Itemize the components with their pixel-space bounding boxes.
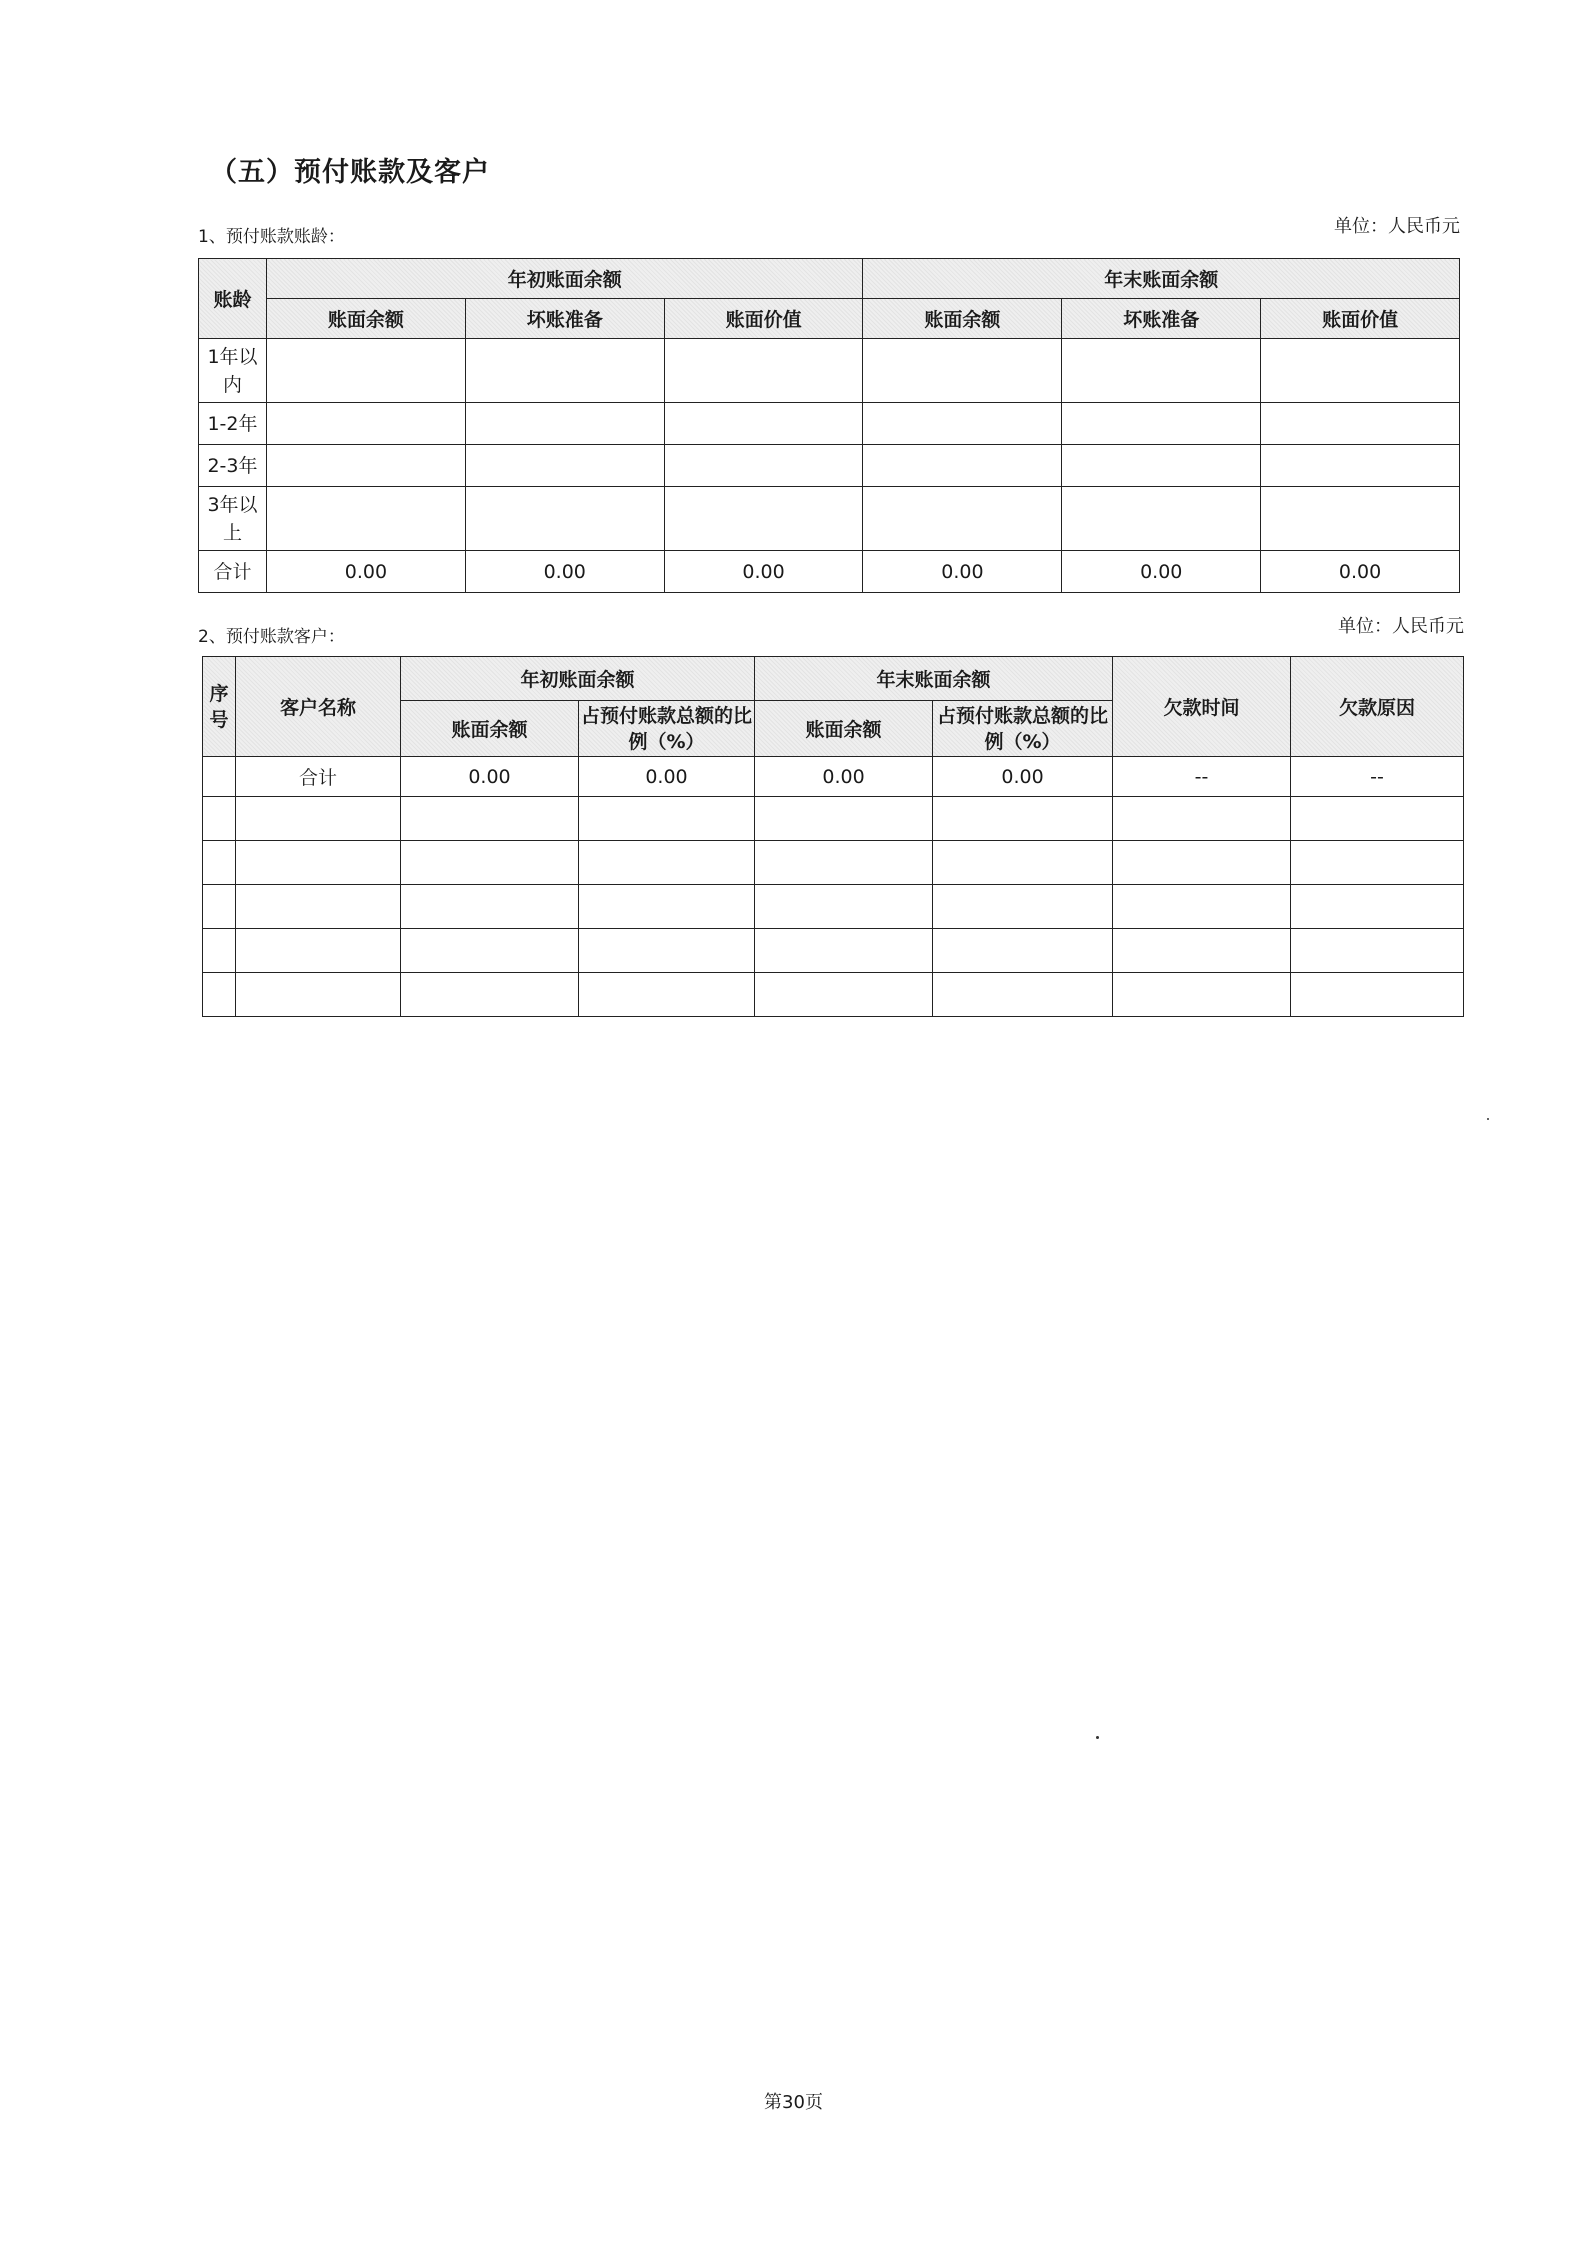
aging-cell xyxy=(267,445,466,487)
customers-cell xyxy=(579,797,755,841)
aging-subheader: 账面价值 xyxy=(1261,299,1460,339)
customers-cell xyxy=(236,885,401,929)
customers-empty-row xyxy=(203,885,1464,929)
owe-time-header: 欠款时间 xyxy=(1113,657,1291,757)
aging-cell xyxy=(863,445,1062,487)
customers-cell: 0.00 xyxy=(401,757,579,797)
customers-cell xyxy=(1291,797,1464,841)
scan-speck xyxy=(1487,1118,1489,1120)
begin-balance-header: 账面余额 xyxy=(401,701,579,757)
customers-cell xyxy=(1113,841,1291,885)
customers-cell xyxy=(1113,973,1291,1017)
customers-cell xyxy=(236,929,401,973)
customers-cell xyxy=(1291,929,1464,973)
aging-table xyxy=(198,258,1460,593)
customers-cell xyxy=(203,885,236,929)
customers-cell xyxy=(1291,973,1464,1017)
customers-cell xyxy=(755,885,933,929)
customers-cell xyxy=(1113,885,1291,929)
customers-cell: 0.00 xyxy=(579,757,755,797)
customers-empty-row xyxy=(203,841,1464,885)
aging-group-begin: 年初账面余额 xyxy=(267,259,863,299)
aging-cell xyxy=(465,403,664,445)
customers-cell xyxy=(401,841,579,885)
customers-empty-row xyxy=(203,973,1464,1017)
scan-speck xyxy=(1096,1736,1099,1739)
customers-cell xyxy=(1291,841,1464,885)
customers-cell xyxy=(1113,797,1291,841)
begin-group-header: 年初账面余额 xyxy=(401,657,755,701)
customers-cell xyxy=(579,973,755,1017)
owe-reason-header: 欠款原因 xyxy=(1291,657,1464,757)
aging-cell xyxy=(863,487,1062,551)
customers-cell xyxy=(755,929,933,973)
aging-row xyxy=(199,403,1460,445)
aging-cell xyxy=(1261,339,1460,403)
aging-subheader: 坏账准备 xyxy=(465,299,664,339)
customers-cell xyxy=(1291,885,1464,929)
end-balance-header: 账面余额 xyxy=(755,701,933,757)
aging-cell xyxy=(863,403,1062,445)
aging-row-label: 1年以内 xyxy=(199,339,267,403)
aging-cell xyxy=(664,339,863,403)
customers-total-row xyxy=(203,757,1464,797)
aging-row xyxy=(199,551,1460,593)
customers-cell xyxy=(203,841,236,885)
customers-cell: 合计 xyxy=(236,757,401,797)
aging-cell xyxy=(465,487,664,551)
aging-subheader: 坏账准备 xyxy=(1062,299,1261,339)
customers-cell xyxy=(579,885,755,929)
aging-row-label: 3年以上 xyxy=(199,487,267,551)
customers-cell: 0.00 xyxy=(755,757,933,797)
customers-table xyxy=(202,656,1464,1017)
aging-cell xyxy=(1062,487,1261,551)
customers-cell xyxy=(401,973,579,1017)
aging-cell xyxy=(664,445,863,487)
aging-cell xyxy=(863,339,1062,403)
aging-cell xyxy=(465,445,664,487)
aging-row xyxy=(199,445,1460,487)
begin-ratio-header: 占预付账款总额的比例（%） xyxy=(579,701,755,757)
customers-subtitle: 2、预付账款客户： xyxy=(198,627,345,647)
customers-cell xyxy=(933,973,1113,1017)
aging-row xyxy=(199,339,1460,403)
aging-cell: 0.00 xyxy=(1062,551,1261,593)
customers-cell xyxy=(401,885,579,929)
aging-row-label: 1-2年 xyxy=(199,403,267,445)
aging-cell xyxy=(1261,403,1460,445)
customer-name-header: 客户名称 xyxy=(236,657,401,757)
end-group-header: 年末账面余额 xyxy=(755,657,1113,701)
aging-cell xyxy=(267,403,466,445)
aging-row-label: 合计 xyxy=(199,551,267,593)
aging-cell xyxy=(1261,487,1460,551)
page-number: 第30页 xyxy=(764,2092,823,2113)
customers-cell xyxy=(755,797,933,841)
customers-cell xyxy=(401,797,579,841)
aging-cell xyxy=(267,339,466,403)
aging-cell xyxy=(1261,445,1460,487)
aging-subheader: 账面价值 xyxy=(664,299,863,339)
aging-cell: 0.00 xyxy=(664,551,863,593)
aging-row-header: 账龄 xyxy=(199,259,267,339)
aging-cell: 0.00 xyxy=(465,551,664,593)
aging-row-label: 2-3年 xyxy=(199,445,267,487)
aging-cell: 0.00 xyxy=(863,551,1062,593)
aging-cell xyxy=(1062,403,1261,445)
aging-subheader: 账面余额 xyxy=(267,299,466,339)
aging-cell xyxy=(664,403,863,445)
aging-cell xyxy=(664,487,863,551)
customers-cell xyxy=(203,973,236,1017)
aging-cell xyxy=(465,339,664,403)
customers-unit: 单位：人民币元 xyxy=(1338,616,1464,637)
customers-cell xyxy=(933,885,1113,929)
customers-cell xyxy=(579,929,755,973)
customers-empty-row xyxy=(203,797,1464,841)
customers-cell xyxy=(933,929,1113,973)
aging-unit: 单位：人民币元 xyxy=(1334,216,1460,237)
end-ratio-header: 占预付账款总额的比例（%） xyxy=(933,701,1113,757)
customers-cell xyxy=(933,797,1113,841)
aging-cell: 0.00 xyxy=(267,551,466,593)
customers-cell xyxy=(203,757,236,797)
customers-cell xyxy=(755,841,933,885)
aging-subtitle: 1、预付账款账龄： xyxy=(198,227,345,247)
aging-cell xyxy=(1062,445,1261,487)
aging-cell: 0.00 xyxy=(1261,551,1460,593)
aging-row xyxy=(199,487,1460,551)
customers-cell: -- xyxy=(1291,757,1464,797)
section-title: （五）预付账款及客户 xyxy=(210,157,490,188)
customers-cell xyxy=(203,929,236,973)
aging-group-end: 年末账面余额 xyxy=(863,259,1460,299)
aging-cell xyxy=(267,487,466,551)
customers-cell xyxy=(579,841,755,885)
customers-cell xyxy=(401,929,579,973)
customers-cell xyxy=(1113,929,1291,973)
customers-cell xyxy=(236,797,401,841)
aging-subheader: 账面余额 xyxy=(863,299,1062,339)
customers-cell: -- xyxy=(1113,757,1291,797)
customers-cell xyxy=(236,973,401,1017)
seq-header: 序号 xyxy=(203,657,236,757)
customers-cell xyxy=(933,841,1113,885)
aging-cell xyxy=(1062,339,1261,403)
customers-empty-row xyxy=(203,929,1464,973)
customers-cell: 0.00 xyxy=(933,757,1113,797)
customers-cell xyxy=(203,797,236,841)
customers-cell xyxy=(236,841,401,885)
customers-cell xyxy=(755,973,933,1017)
